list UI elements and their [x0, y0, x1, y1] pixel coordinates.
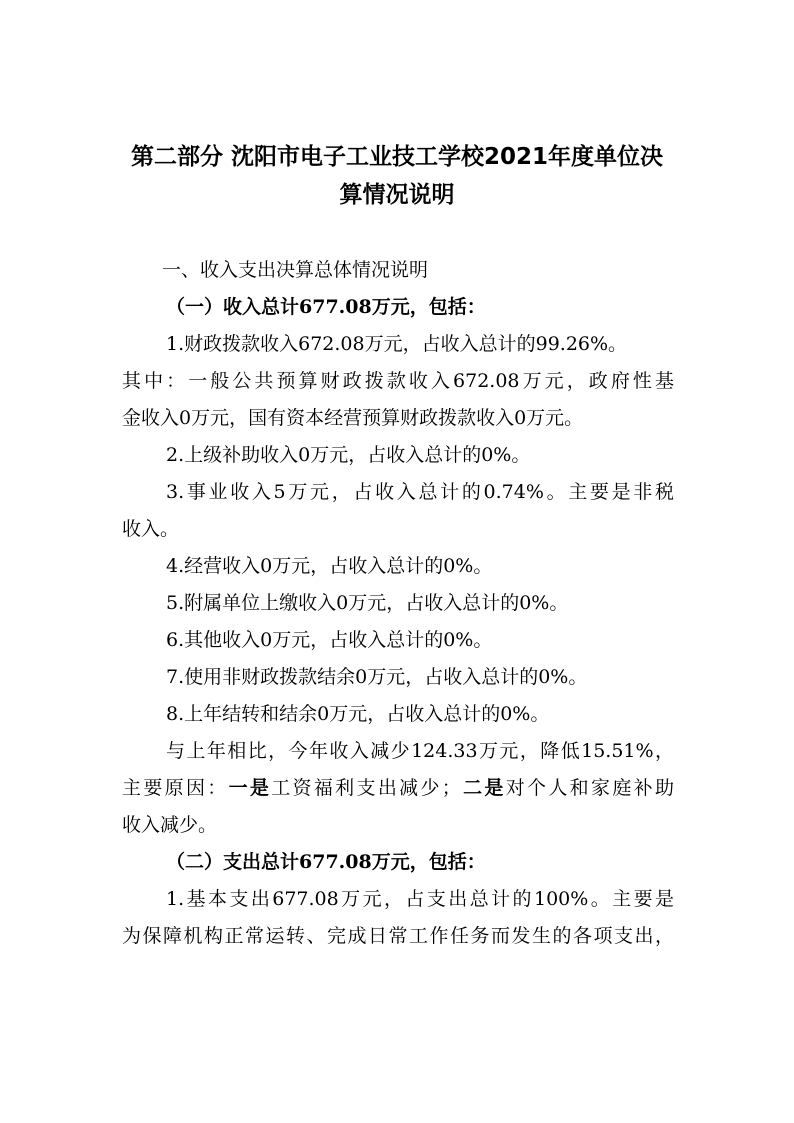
section-heading-income-expense: 一、收入支出决算总体情况说明 — [162, 259, 429, 281]
reason-two-marker: 二是 — [460, 777, 506, 799]
title-line-1: 第二部分 沈阳市电子工业技工学校2021年度单位决 — [130, 144, 664, 170]
income-item-1-line-1: 1.财政拨款收入672.08万元，占收入总计的99.26%。 — [166, 333, 628, 355]
income-compare-line-2 — [122, 770, 674, 807]
income-item-7: 7.使用非财政拨款结余0万元，占收入总计的0%。 — [166, 666, 588, 688]
income-item-3-line-1: 3.事业收入5万元，占收入总计的0.74%。主要是非税 — [166, 481, 674, 503]
reason-two-text: 对个人和家庭补助 — [505, 777, 674, 799]
income-heading: （一）收入总计677.08万元，包括： — [166, 296, 486, 318]
income-compare-line-1: 与上年相比，今年收入减少124.33万元，降低15.51%， — [166, 740, 674, 762]
income-item-3-line-2: 收入。 — [122, 518, 180, 540]
page-title — [100, 138, 694, 214]
income-item-1-line-3: 金收入0万元，国有资本经营预算财政拨款收入0万元。 — [122, 407, 584, 429]
expense-heading: （二）支出总计677.08万元，包括： — [166, 851, 486, 873]
reason-one-marker: 一是 — [228, 777, 272, 799]
income-item-5: 5.附属单位上缴收入0万元，占收入总计的0%。 — [166, 592, 569, 614]
income-item-1-line-2: 其中：一般公共预算财政拨款收入672.08万元，政府性基 — [122, 370, 674, 392]
income-item-4: 4.经营收入0万元，占收入总计的0%。 — [166, 555, 493, 577]
income-compare-line-3: 收入减少。 — [122, 814, 218, 836]
title-line-2: 算情况说明 — [339, 182, 455, 208]
income-item-2: 2.上级补助收入0万元，占收入总计的0%。 — [166, 444, 531, 466]
compare-reason-label: 主要原因： — [122, 777, 229, 799]
income-item-8: 8.上年结转和结余0万元，占收入总计的0%。 — [166, 703, 550, 725]
expense-item-1-line-1: 1.基本支出677.08万元，占支出总计的100%。主要是 — [166, 888, 674, 910]
document-body — [122, 252, 674, 955]
expense-item-1-line-2: 为保障机构正常运转、完成日常工作任务而发生的各项支出， — [122, 925, 674, 947]
income-item-6: 6.其他收入0万元，占收入总计的0%。 — [166, 629, 493, 651]
reason-one-text: 工资福利支出减少； — [271, 777, 461, 799]
